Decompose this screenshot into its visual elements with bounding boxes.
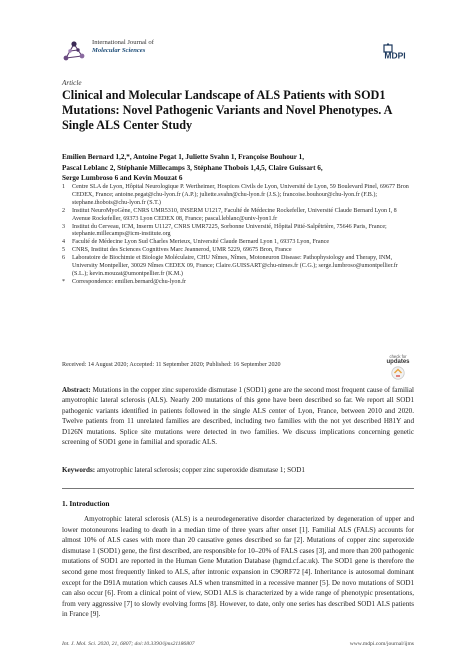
article-title: Clinical and Molecular Landscape of ALS Patients with SOD1 Mutations: Novel Pathogenic Variants and Novel Phenotypes. A Single ALS Center Study [62, 88, 392, 132]
affiliation-number: 6 [62, 255, 66, 262]
updates-badge-line1: check for [389, 354, 407, 359]
affiliation-item [62, 184, 414, 208]
keywords-text: amyotrophic lateral sclerosis; copper zinc superoxide dismutase 1; SOD1 [96, 466, 305, 474]
author-list [62, 152, 412, 184]
affiliation-number: 2 [62, 207, 66, 214]
affiliation-text: CNRS, Institut des Sciences Cognitives Marc Jeannerod, UMR 5229, 69675 Bron, France [72, 247, 292, 254]
footer-url[interactable]: www.mdpi.com/journal/ijms [349, 641, 414, 647]
section-heading: 1. Introduction [62, 499, 110, 508]
affiliation-number: 3 [62, 223, 66, 230]
affiliation-text: Faculté de Médecine Lyon Sud Charles Merieux, Université Claude Bernard Lyon 1, 69373 Lyon, France [72, 239, 330, 246]
journal-name-line2: Molecular Sciences [92, 47, 146, 55]
affiliation-item [62, 208, 414, 224]
updates-badge-line2: updates [386, 359, 410, 365]
introduction-body [62, 514, 414, 620]
keywords [62, 465, 414, 475]
correspondence [62, 279, 414, 287]
mdpi-logo-icon [378, 43, 412, 61]
affiliation-text: Institut NeuroMyoGène, CNRS UMR5310, INSERM U1217, Faculté de Médecine Rockefeller, Université Claude Bernard Lyon I, 8 Avenue Rockefeller, 69373 Lyon CEDEX 08, France; pascal.leblanc@univ-lyon1.fr [72, 207, 397, 222]
abstract-text: Mutations in the copper zinc superoxide dismutase 1 (SOD1) gene are the second most frequent cause of familial amyotrophic lateral sclerosis (ALS). Nearly 200 mutations of this gene have been described so far. We report all SOD1 pathogenic variants identified in patients followed in the single ALS center of Lyon, France, between 2010 and 2020. Twelve patients from 11 unrelated families are described, including two families with the not yet described H81Y and D126N mutations. Splice site mutations were detected in two families. We discuss implications concerning genetic screening of SOD1 gene in familial and sporadic ALS. [62, 386, 415, 447]
journal-name-line1: International Journal of [92, 39, 154, 46]
journal-logo-icon [62, 38, 86, 64]
affiliation-item [62, 239, 414, 247]
affiliation-text: Laboratoire de Biochimie et Biologie Moléculaire, CHU Nîmes, Nîmes, Motoneuron Disease: Pathophysiology and Therapy, INM, University Montpellier, 30029 Nîmes CEDEX 09, France; Claire.GUISSART@chu-nimes.fr (C.G.); serge.lumbroso@umontpellier.fr (S.L.); kevin.mouzat@umontpellier.fr (K.M.) [72, 255, 398, 277]
author-line: Pascal Leblanc 2, Stéphanie Millecamps 3, Stéphane Thobois 1,4,5, Claire Guissart 6, [62, 163, 323, 172]
updates-icon [391, 366, 405, 380]
affiliation-list [62, 184, 414, 287]
affiliation-number: 1 [62, 184, 66, 190]
affiliation-item [62, 247, 414, 255]
journal-name [92, 39, 154, 55]
affiliation-text: Institut du Cerveau, ICM, Inserm U1127, CNRS UMR7225, Sorbonne Université, Hôpital Pitié-Salpêtrière, 75646 Paris, France; stephanie.millecamps@icm-institute.org [72, 223, 387, 238]
check-for-updates-badge[interactable] [382, 352, 414, 382]
affiliation-number: 5 [62, 247, 66, 254]
correspondence-text: Correspondence: emilien.bernard@chu-lyon.fr [72, 278, 187, 285]
author-line: Serge Lumbroso 6 and Kevin Mouzat 6 [62, 174, 183, 183]
affiliation-number: * [62, 278, 66, 285]
publication-dates: Received: 14 August 2020; Accepted: 11 September 2020; Published: 16 September 2020 [62, 362, 281, 368]
affiliation-item [62, 224, 414, 240]
abstract [62, 385, 414, 447]
introduction-paragraph: Amyotrophic lateral sclerosis (ALS) is a neurodegenerative disorder characterized by degeneration of upper and lower motoneurons leading to death in a median time of three years after onset [1]. Familial ALS (FALS) accounts for almost 10% of ALS cases with more than 20 causative genes described so far [2]. Mutations of copper zinc superoxide dismutase 1 (SOD1) gene, the first described, are responsible for 10–20% of FALS cases [3], and more than 200 pathogenic mutations of SOD1 are reported in the Human Gene Mutation Database (hgmd.cf.ac.uk). The SOD1 gene is therefore the second gene most frequently linked to ALS, after intronic expansion in C9ORF72 [4]. Inheritance is autosomal dominant except for the D91A mutation which causes ALS when transmitted in a recessive manner [5]. De novo mutations of SOD1 can also occur [6]. From a clinical point of view, SOD1 ALS is characterized by a wide range of phenotypic presentations, from very aggressive [7] to slowly evolving forms [8]. However, to date, only one series has described SOD1 ALS patients in France [9]. [62, 515, 414, 619]
affiliation-item [62, 255, 414, 279]
mdpi-logo-text: MDPI [384, 50, 406, 61]
divider [62, 488, 414, 489]
abstract-label: Abstract: [62, 386, 91, 394]
affiliation-text: Centre SLA de Lyon, Hôpital Neurologique P. Wertheimer, Hospices Civils de Lyon, Université de Lyon, 59 Boulevard Pinel, 69677 Bron CEDEX, France; antoine.pegat@chu-lyon.fr (A.P.); juliette.svahn@chu-lyon.fr (J.S.); francoise.bouhour@chu-lyon.fr (F.B.); stephane.thobois@chu-lyon.fr (S.T.) [72, 184, 409, 206]
keywords-label: Keywords: [62, 466, 96, 474]
footer-citation: Int. J. Mol. Sci. 2020, 21, 6807; doi:10.3390/ijms21186807 [62, 641, 195, 647]
article-type: Article [62, 79, 82, 87]
author-line: Emilien Bernard 1,2,*, Antoine Pegat 1, Juliette Svahn 1, Françoise Bouhour 1, [62, 153, 305, 161]
affiliation-number: 4 [62, 239, 66, 246]
